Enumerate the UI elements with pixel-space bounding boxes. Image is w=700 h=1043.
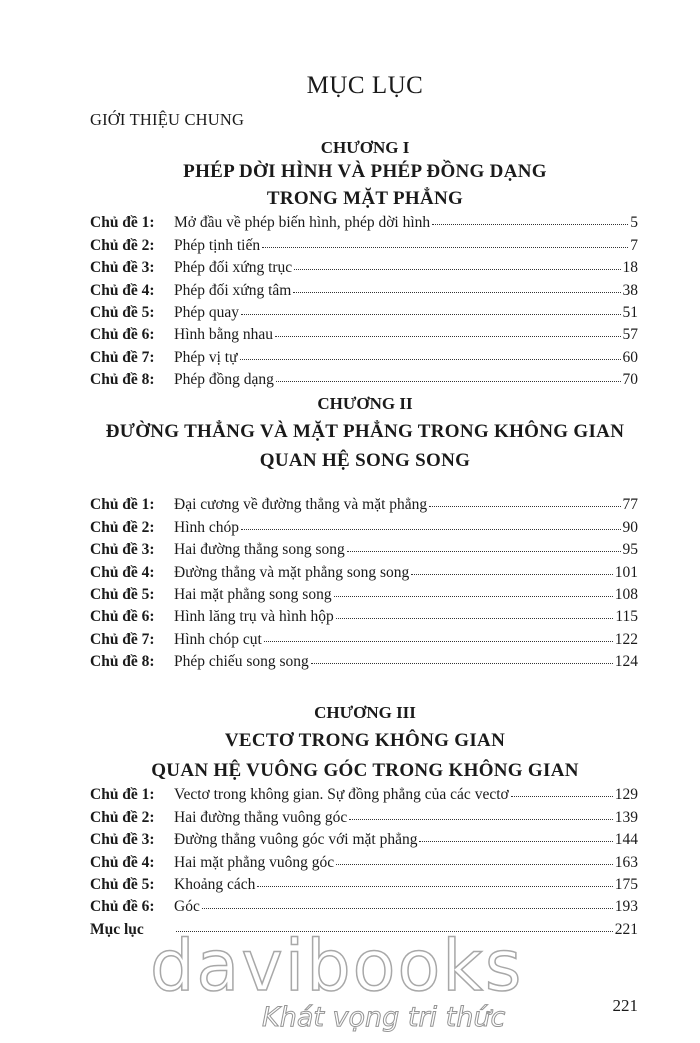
toc-entry-label: Chủ đề 6: — [90, 898, 155, 916]
toc-entry — [90, 348, 638, 370]
toc-entry-title: Vectơ trong không gian. Sự đồng phẳng của các vectơ — [174, 786, 509, 804]
toc-entry-title: Phép đối xứng tâm — [174, 281, 292, 299]
toc-entry-label: Mục lục — [90, 920, 144, 938]
toc-entry-page: 77 — [622, 496, 638, 514]
toc-entry — [90, 214, 638, 236]
toc-entry-page: 18 — [622, 259, 638, 277]
toc-entry — [90, 853, 638, 875]
chapter-1-entries — [90, 214, 638, 393]
toc-entry-label: Chủ đề 8: — [90, 653, 155, 671]
toc-leader-dots — [419, 829, 612, 842]
chapter-2-title-line-2: QUAN HỆ SONG SONG — [259, 450, 471, 471]
chapter-3-entries — [90, 786, 638, 943]
toc-entry-title: Góc — [174, 898, 200, 916]
page-number: 221 — [612, 996, 638, 1015]
toc-entry — [90, 236, 638, 258]
toc-leader-dots — [276, 369, 621, 382]
toc-entry-page: 163 — [614, 853, 638, 871]
toc-entry — [90, 281, 638, 303]
toc-entry-title: Hai mặt phẳng song song — [174, 585, 332, 603]
toc-entry-label: Chủ đề 5: — [90, 585, 155, 603]
toc-entry-title: Đại cương về đường thẳng và mặt phẳng — [174, 496, 428, 514]
toc-entry-title: Đường thẳng và mặt phẳng song song — [174, 563, 410, 581]
toc-leader-dots — [311, 651, 613, 664]
toc-entry-label: Chủ đề 6: — [90, 608, 155, 626]
toc-leader-dots — [432, 212, 628, 225]
toc-entry — [90, 304, 638, 326]
watermark-tagline: Khát vọng tri thức — [262, 1002, 506, 1033]
toc-entry-page: 221 — [614, 920, 638, 938]
toc-entry-label: Chủ đề 5: — [90, 875, 155, 893]
toc-entry-title: Hình chóp cụt — [174, 630, 262, 648]
toc-leader-dots — [349, 806, 612, 819]
toc-entry-title: Đường thẳng vuông góc với mặt phẳng — [174, 831, 418, 849]
toc-entry — [90, 563, 638, 585]
toc-leader-dots — [411, 561, 612, 574]
toc-entry-page: 129 — [614, 786, 638, 804]
toc-leader-dots — [429, 494, 620, 507]
toc-entry-title: Hai mặt phẳng vuông góc — [174, 853, 335, 871]
toc-leader-dots — [241, 302, 620, 315]
toc-leader-dots — [347, 539, 621, 552]
toc-entry — [90, 541, 638, 563]
toc-entry-label: Chủ đề 3: — [90, 259, 155, 277]
toc-entry-page: 5 — [630, 214, 638, 232]
toc-entry-page: 124 — [614, 653, 638, 671]
toc-entry-label: Chủ đề 5: — [90, 303, 155, 321]
toc-entry — [90, 326, 638, 348]
toc-entry-label: Chủ đề 8: — [90, 371, 155, 389]
toc-entry-label: Chủ đề 4: — [90, 563, 155, 581]
chapter-2-title-line-1: ĐƯỜNG THẲNG VÀ MẶT PHẲNG TRONG KHÔNG GIAN — [105, 421, 625, 442]
toc-entry-label: Chủ đề 2: — [90, 808, 155, 826]
chapter-3-title-line-2: QUAN HỆ VUÔNG GÓC TRONG KHÔNG GIAN — [151, 760, 579, 781]
toc-entry — [90, 259, 638, 281]
toc-entry-title: Mở đầu về phép biến hình, phép dời hình — [174, 214, 431, 232]
toc-entry-page: 7 — [630, 236, 638, 254]
toc-entry-title: Phép quay — [174, 303, 240, 321]
toc-leader-dots — [511, 784, 613, 797]
toc-entry — [90, 586, 638, 608]
toc-entry-title: Hình lăng trụ và hình hộp — [174, 608, 334, 626]
toc-leader-dots — [275, 324, 620, 337]
toc-entry — [90, 808, 638, 830]
toc-entry-title: Phép đối xứng trục — [174, 259, 293, 277]
toc-entry-title: Phép đồng dạng — [174, 371, 274, 389]
toc-leader-dots — [293, 279, 620, 292]
toc-leader-dots — [294, 257, 620, 270]
toc-entry-label: Chủ đề 3: — [90, 541, 155, 559]
toc-entry-page: 60 — [622, 348, 638, 366]
toc-entry-page: 122 — [614, 630, 638, 648]
toc-entry-label: Chủ đề 6: — [90, 326, 155, 344]
watermark-logo: davibooks — [150, 925, 524, 1007]
toc-leader-dots — [240, 346, 621, 359]
chapter-3-title-line-1: VECTƠ TRONG KHÔNG GIAN — [224, 730, 506, 751]
toc-leader-dots — [336, 606, 614, 619]
toc-entry-label: Chủ đề 1: — [90, 786, 155, 804]
toc-entry-page: 70 — [622, 371, 638, 389]
toc-entry — [90, 496, 638, 518]
toc-entry-page: 95 — [622, 541, 638, 559]
toc-entry-title: Hai đường thẳng song song — [174, 541, 345, 559]
toc-entry-title: Phép chiếu song song — [174, 653, 309, 671]
toc-entry — [90, 653, 638, 675]
toc-entry-page: 139 — [614, 808, 638, 826]
toc-entry-label: Chủ đề 2: — [90, 236, 155, 254]
toc-entry-title: Hai đường thẳng vuông góc — [174, 808, 348, 826]
toc-entry — [90, 608, 638, 630]
toc-entry — [90, 371, 638, 393]
toc-entry-title: Hình chóp — [174, 518, 240, 536]
toc-entry-page: 57 — [622, 326, 638, 344]
toc-entry-label: Chủ đề 4: — [90, 853, 155, 871]
toc-entry-page: 101 — [614, 563, 638, 581]
intro-heading: GIỚI THIỆU CHUNG — [90, 110, 245, 129]
toc-entry-label: Chủ đề 1: — [90, 214, 155, 232]
toc-entry — [90, 630, 638, 652]
chapter-2-entries — [90, 496, 638, 675]
toc-leader-dots — [262, 234, 628, 247]
toc-entry-label: Chủ đề 4: — [90, 281, 155, 299]
toc-entry-label: Chủ đề 3: — [90, 831, 155, 849]
toc-entry-page: 115 — [615, 608, 638, 626]
toc-entry — [90, 831, 638, 853]
toc-entry-title: Hình bằng nhau — [174, 326, 274, 344]
chapter-1-label: CHƯƠNG I — [320, 138, 410, 157]
toc-entry-page: 51 — [622, 303, 638, 321]
toc-entry-page: 38 — [622, 281, 638, 299]
toc-leader-dots — [264, 628, 613, 641]
toc-entry-title: Phép tịnh tiến — [174, 236, 261, 254]
toc-entry — [90, 786, 638, 808]
toc-entry-title: Khoảng cách — [174, 875, 256, 893]
toc-entry — [90, 876, 638, 898]
toc-entry-label: Chủ đề 1: — [90, 496, 155, 514]
toc-entry — [90, 898, 638, 920]
toc-entry-page: 108 — [614, 585, 638, 603]
toc-leader-dots — [241, 516, 620, 529]
toc-leader-dots — [257, 874, 612, 887]
chapter-3-label: CHƯƠNG III — [314, 703, 416, 722]
page-title: MỤC LỤC — [306, 72, 424, 99]
toc-entry-title: Phép vị tự — [174, 348, 238, 366]
chapter-1-title-line-2: TRONG MẶT PHẲNG — [266, 188, 464, 209]
toc-entry-label: Chủ đề 7: — [90, 630, 155, 648]
toc-entry-page: 175 — [614, 875, 638, 893]
toc-entry-page: 90 — [622, 518, 638, 536]
toc-entry-page: 193 — [614, 898, 638, 916]
toc-entry — [90, 518, 638, 540]
toc-leader-dots — [336, 851, 613, 864]
toc-leader-dots — [202, 896, 613, 909]
toc-entry-page: 144 — [614, 831, 638, 849]
chapter-2-label: CHƯƠNG II — [317, 394, 413, 413]
toc-entry-label: Chủ đề 7: — [90, 348, 155, 366]
toc-entry-label: Chủ đề 2: — [90, 518, 155, 536]
chapter-1-title-line-1: PHÉP DỜI HÌNH VÀ PHÉP ĐỒNG DẠNG — [183, 161, 547, 182]
toc-leader-dots — [334, 584, 613, 597]
